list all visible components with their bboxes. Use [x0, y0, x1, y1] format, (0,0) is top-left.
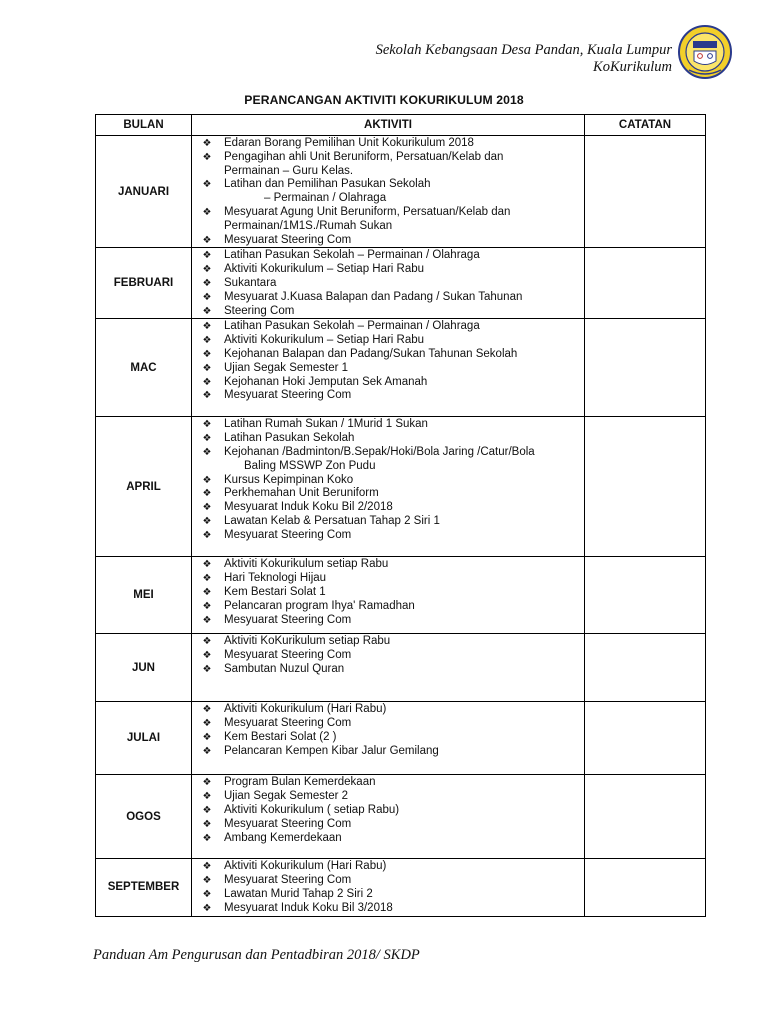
- activity-text: Mesyuarat Steering Com: [224, 389, 352, 402]
- activity-continuation: Permainan/1M1S./Rumah Sukan: [224, 219, 393, 232]
- diamond-bullet-icon: ❖: [202, 791, 212, 803]
- activity-text: Latihan Pasukan Sekolah – Permainan / Olahraga: [224, 320, 480, 333]
- list-item: [200, 291, 584, 305]
- list-item: [200, 348, 584, 362]
- page-footer: Panduan Am Pengurusan dan Pentadbiran 2018/ SKDP: [93, 947, 420, 963]
- list-item: [200, 320, 584, 334]
- month-cell: JANUARI: [96, 136, 192, 248]
- activity-text: Ujian Segak Semester 1: [224, 361, 349, 374]
- activity-list: [192, 634, 584, 676]
- diamond-bullet-icon: ❖: [202, 731, 212, 743]
- list-item: [200, 234, 584, 248]
- activity-text: Mesyuarat Induk Koku Bil 3/2018: [224, 901, 393, 914]
- diamond-bullet-icon: ❖: [202, 376, 212, 388]
- diamond-bullet-icon: ❖: [202, 777, 212, 789]
- activity-list: [192, 417, 584, 542]
- table-row: [96, 775, 706, 859]
- list-item: [200, 432, 584, 446]
- diamond-bullet-icon: ❖: [202, 902, 212, 914]
- activity-text: Pengagihan ahli Unit Beruniform, Persatuan/Kelab dan: [224, 150, 504, 163]
- list-item: [200, 717, 584, 731]
- activity-list: [192, 248, 584, 318]
- list-item: [200, 649, 584, 663]
- diamond-bullet-icon: ❖: [202, 362, 212, 374]
- activity-text: Mesyuarat Steering Com: [224, 613, 352, 626]
- list-item: [200, 305, 584, 319]
- activity-table: [95, 114, 706, 917]
- month-cell: MAC: [96, 319, 192, 417]
- diamond-bullet-icon: ❖: [202, 348, 212, 360]
- diamond-bullet-icon: ❖: [202, 291, 212, 303]
- diamond-bullet-icon: ❖: [202, 804, 212, 816]
- list-item: [200, 362, 584, 376]
- column-header-month: BULAN: [96, 115, 192, 136]
- list-item: [200, 888, 584, 902]
- activity-text: Edaran Borang Pemilihan Unit Kokurikulum 2018: [224, 137, 474, 149]
- list-item: [200, 334, 584, 348]
- school-crest-icon: [675, 24, 735, 80]
- activity-text: Kem Bestari Solat (2 ): [224, 730, 337, 743]
- diamond-bullet-icon: ❖: [202, 433, 212, 445]
- notes-cell: [585, 417, 706, 557]
- diamond-bullet-icon: ❖: [202, 614, 212, 626]
- activity-list: [192, 136, 584, 247]
- list-item: [200, 860, 584, 874]
- activity-continuation: Baling MSSWP Zon Pudu: [244, 459, 376, 472]
- activity-text: Aktiviti Kokurikulum – Setiap Hari Rabu: [224, 263, 425, 276]
- activity-cell: [192, 557, 585, 634]
- activity-cell: [192, 248, 585, 319]
- notes-cell: [585, 775, 706, 859]
- table-row: [96, 557, 706, 634]
- notes-cell: [585, 248, 706, 319]
- list-item: [200, 178, 584, 192]
- month-cell: OGOS: [96, 775, 192, 859]
- diamond-bullet-icon: ❖: [202, 559, 212, 571]
- activity-text: Steering Com: [224, 304, 295, 317]
- activity-continuation: Permainan – Guru Kelas.: [224, 164, 354, 177]
- column-header-activity: AKTIVITI: [192, 115, 585, 136]
- activity-text: Latihan Pasukan Sekolah – Permainan / Olahraga: [224, 249, 480, 262]
- table-row: [96, 702, 706, 775]
- activity-text: Latihan Rumah Sukan / 1Murid 1 Sukan: [224, 418, 428, 431]
- list-item: [200, 206, 584, 220]
- list-item: [200, 635, 584, 649]
- activity-text: Sambutan Nuzul Quran: [224, 662, 345, 675]
- activity-text: Sukantara: [224, 276, 277, 289]
- diamond-bullet-icon: ❖: [202, 704, 212, 716]
- diamond-bullet-icon: ❖: [202, 264, 212, 276]
- activity-text: Aktiviti Kokurikulum setiap Rabu: [224, 558, 389, 571]
- month-cell: JUN: [96, 634, 192, 702]
- list-item: [200, 487, 584, 501]
- list-item: [200, 376, 584, 390]
- list-item: [200, 703, 584, 717]
- table-row: [96, 136, 706, 248]
- activity-text: Ambang Kemerdekaan: [224, 831, 342, 844]
- activity-text: Lawatan Kelab & Persatuan Tahap 2 Siri 1: [224, 514, 440, 527]
- month-cell: JULAI: [96, 702, 192, 775]
- activity-text: Mesyuarat Steering Com: [224, 817, 352, 830]
- diamond-bullet-icon: ❖: [202, 151, 212, 163]
- list-item: [200, 600, 584, 614]
- activity-text: Latihan Pasukan Sekolah: [224, 432, 355, 445]
- activity-text: Mesyuarat Steering Com: [224, 717, 352, 730]
- list-item: [200, 776, 584, 790]
- list-item: [200, 263, 584, 277]
- diamond-bullet-icon: ❖: [202, 502, 212, 514]
- list-item: [200, 389, 584, 403]
- activity-text: Mesyuarat Induk Koku Bil 2/2018: [224, 501, 393, 514]
- activity-text: Aktiviti Kokurikulum (Hari Rabu): [224, 703, 387, 716]
- diamond-bullet-icon: ❖: [202, 875, 212, 887]
- activity-continuation: – Permainan / Olahraga: [264, 192, 387, 205]
- school-name: Sekolah Kebangsaan Desa Pandan, Kuala Lumpur: [375, 42, 672, 58]
- activity-cell: [192, 859, 585, 916]
- notes-cell: [585, 557, 706, 634]
- list-item: [200, 614, 584, 628]
- activity-text: Kejohanan Balapan dan Padang/Sukan Tahunan Sekolah: [224, 347, 518, 360]
- list-item: [200, 586, 584, 600]
- diamond-bullet-icon: ❖: [202, 515, 212, 527]
- month-cell: APRIL: [96, 417, 192, 557]
- table-header-row: [96, 115, 706, 136]
- diamond-bullet-icon: ❖: [202, 663, 212, 675]
- activity-text: Pelancaran program Ihya' Ramadhan: [224, 599, 415, 612]
- activity-text: Ujian Segak Semester 2: [224, 790, 349, 803]
- activity-cell: [192, 319, 585, 417]
- list-item: [200, 277, 584, 291]
- list-item: [200, 745, 584, 759]
- diamond-bullet-icon: ❖: [202, 206, 212, 218]
- activity-cell: [192, 417, 585, 557]
- list-item: [200, 731, 584, 745]
- activity-text: Program Bulan Kemerdekaan: [224, 776, 376, 789]
- diamond-bullet-icon: ❖: [202, 573, 212, 585]
- diamond-bullet-icon: ❖: [202, 305, 212, 317]
- diamond-bullet-icon: ❖: [202, 234, 212, 246]
- table-row: [96, 634, 706, 702]
- list-item: [200, 501, 584, 515]
- notes-cell: [585, 319, 706, 417]
- activity-text: Aktiviti Kokurikulum ( setiap Rabu): [224, 803, 400, 816]
- list-item: [200, 902, 584, 916]
- activity-text: Mesyuarat Steering Com: [224, 233, 352, 246]
- activity-list: [192, 859, 584, 915]
- activity-text: Mesyuarat Steering Com: [224, 649, 352, 662]
- activity-text: Mesyuarat Agung Unit Beruniform, Persatuan/Kelab dan: [224, 205, 511, 218]
- diamond-bullet-icon: ❖: [202, 636, 212, 648]
- month-cell: FEBRUARI: [96, 248, 192, 319]
- activity-text: Kem Bestari Solat 1: [224, 585, 326, 598]
- activity-cell: [192, 775, 585, 859]
- activity-text: Pelancaran Kempen Kibar Jalur Gemilang: [224, 744, 439, 757]
- diamond-bullet-icon: ❖: [202, 600, 212, 612]
- activity-text: Mesyuarat Steering Com: [224, 528, 352, 541]
- list-item: [200, 151, 584, 165]
- table-body: [96, 136, 706, 917]
- list-item: [200, 832, 584, 846]
- diamond-bullet-icon: ❖: [202, 390, 212, 402]
- diamond-bullet-icon: ❖: [202, 446, 212, 458]
- activity-text: Mesyuarat Steering Com: [224, 874, 352, 887]
- activity-text: Aktiviti Kokurikulum – Setiap Hari Rabu: [224, 334, 425, 347]
- diamond-bullet-icon: ❖: [202, 179, 212, 191]
- list-item: [200, 418, 584, 432]
- diamond-bullet-icon: ❖: [202, 650, 212, 662]
- activity-list: [192, 775, 584, 845]
- list-item: [200, 790, 584, 804]
- diamond-bullet-icon: ❖: [202, 488, 212, 500]
- month-cell: MEI: [96, 557, 192, 634]
- activity-text: Lawatan Murid Tahap 2 Siri 2: [224, 887, 373, 900]
- notes-cell: [585, 634, 706, 702]
- list-item: [200, 446, 584, 460]
- notes-cell: [585, 702, 706, 775]
- list-item: [200, 818, 584, 832]
- diamond-bullet-icon: ❖: [202, 586, 212, 598]
- document-header: [376, 42, 672, 76]
- list-item: [200, 804, 584, 818]
- list-item: [200, 558, 584, 572]
- activity-cell: [192, 702, 585, 775]
- diamond-bullet-icon: ❖: [202, 818, 212, 830]
- activity-text: Mesyuarat J.Kuasa Balapan dan Padang / Sukan Tahunan: [224, 290, 523, 303]
- activity-text: Kejohanan Hoki Jemputan Sek Amanah: [224, 375, 428, 388]
- diamond-bullet-icon: ❖: [202, 419, 212, 431]
- activity-text: Latihan dan Pemilihan Pasukan Sekolah: [224, 178, 431, 191]
- table-row: [96, 417, 706, 557]
- table-row: [96, 859, 706, 916]
- column-header-notes: CATATAN: [585, 115, 706, 136]
- diamond-bullet-icon: ❖: [202, 718, 212, 730]
- list-item: [200, 572, 584, 586]
- list-item: [200, 874, 584, 888]
- list-item: [200, 529, 584, 543]
- department-name: KoKurikulum: [593, 59, 672, 75]
- list-item: [200, 663, 584, 677]
- diamond-bullet-icon: ❖: [202, 321, 212, 333]
- list-item: [200, 515, 584, 529]
- activity-list: [192, 702, 584, 758]
- activity-text: Perkhemahan Unit Beruniform: [224, 487, 379, 500]
- activity-text: Kursus Kepimpinan Koko: [224, 473, 354, 486]
- diamond-bullet-icon: ❖: [202, 861, 212, 873]
- diamond-bullet-icon: ❖: [202, 474, 212, 486]
- activity-cell: [192, 136, 585, 248]
- list-item: [200, 137, 584, 151]
- diamond-bullet-icon: ❖: [202, 138, 212, 149]
- activity-text: Hari Teknologi Hijau: [224, 572, 327, 585]
- list-item: [200, 474, 584, 488]
- diamond-bullet-icon: ❖: [202, 745, 212, 757]
- table-row: [96, 248, 706, 319]
- diamond-bullet-icon: ❖: [202, 335, 212, 347]
- diamond-bullet-icon: ❖: [202, 250, 212, 262]
- diamond-bullet-icon: ❖: [202, 888, 212, 900]
- list-item: [200, 249, 584, 263]
- activity-list: [192, 319, 584, 403]
- diamond-bullet-icon: ❖: [202, 832, 212, 844]
- diamond-bullet-icon: ❖: [202, 277, 212, 289]
- activity-list: [192, 557, 584, 627]
- month-cell: SEPTEMBER: [96, 859, 192, 916]
- notes-cell: [585, 136, 706, 248]
- table-row: [96, 319, 706, 417]
- activity-cell: [192, 634, 585, 702]
- activity-text: Aktiviti Kokurikulum (Hari Rabu): [224, 860, 387, 873]
- activity-text: Kejohanan /Badminton/B.Sepak/Hoki/Bola Jaring /Catur/Bola: [224, 445, 535, 458]
- notes-cell: [585, 859, 706, 916]
- diamond-bullet-icon: ❖: [202, 529, 212, 541]
- page-title: PERANCANGAN AKTIVITI KOKURIKULUM 2018: [244, 93, 524, 107]
- activity-text: Aktiviti KoKurikulum setiap Rabu: [224, 635, 391, 648]
